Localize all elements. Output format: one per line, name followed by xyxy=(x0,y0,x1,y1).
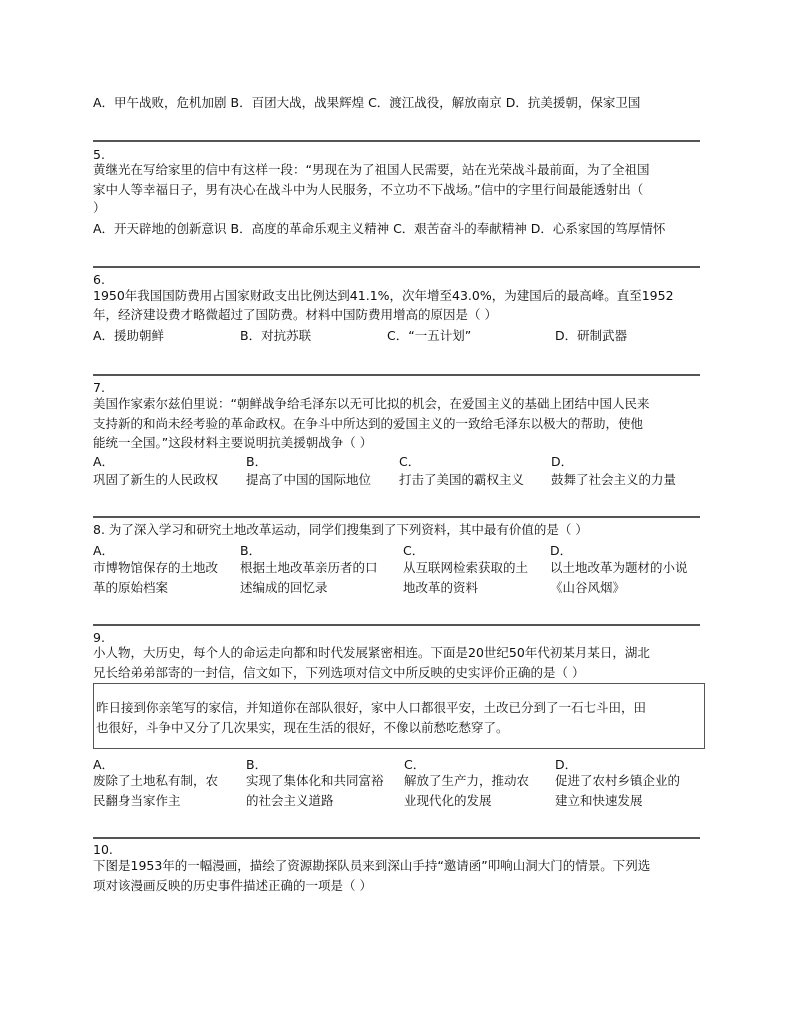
q7-option-b-letter: B． xyxy=(246,454,268,469)
q9-option-d-letter: D． xyxy=(555,757,578,772)
q5-stem-line: 黄继光在写给家里的信中有这样一段：“男现在为了祖国人民需要，站在光荣战斗最前面，为了全祖国 xyxy=(93,162,650,177)
q8-option-b-line: 根据土地改革亲历者的口 xyxy=(240,560,378,575)
divider xyxy=(93,516,700,518)
q9-option-d-line: 建立和快速发展 xyxy=(555,793,643,808)
q9-letter-line: 昨日接到你亲笔写的家信，并知道你在部队很好，家中人口都很平安，土改已分到了一石七斗田，田 xyxy=(96,700,647,715)
q6-option-c: C．“一五计划” xyxy=(387,328,472,343)
q7-option-c-letter: C． xyxy=(399,454,421,469)
q6-number: 6. xyxy=(93,272,105,287)
q7-stem-line: 能统一全国。”这段材料主要说明抗美援朝战争（ ） xyxy=(93,435,373,450)
q8-option-c-line: 从互联网检索获取的土 xyxy=(403,560,529,575)
q7-stem-line: 支持新的和尚未经考验的革命政权。在争斗中所达到的爱国主义的一致给毛泽东以极大的帮助，使他 xyxy=(93,416,644,431)
divider xyxy=(93,140,700,142)
q9-option-b-line: 的社会主义道路 xyxy=(246,793,334,808)
q9-option-a-line: 民翻身当家作主 xyxy=(93,793,181,808)
q7-option-b-text: 提高了中国的国际地位 xyxy=(246,472,372,487)
q6-option-b: B．对抗苏联 xyxy=(240,328,312,343)
q7-option-d-letter: D． xyxy=(551,454,574,469)
q9-option-c-line: 解放了生产力，推动农 xyxy=(404,773,530,788)
q8-option-d-letter: D． xyxy=(550,543,573,558)
q8-option-b-line: 述编成的回忆录 xyxy=(240,580,328,595)
q5-stem-line: 家中人等幸福日子，男有决心在战斗中为人民服务，不立功不下战场。”信中的字里行间最能透射出（ xyxy=(93,182,644,197)
divider xyxy=(93,374,700,376)
q7-stem-line: 美国作家索尔兹伯里说：“朝鲜战争给毛泽东以无可比拟的机会，在爱国主义的基础上团结中国人民来 xyxy=(93,396,650,411)
q8-option-d-line: 《山谷风烟》 xyxy=(550,580,626,595)
q9-option-b-letter: B． xyxy=(246,757,268,772)
q8-option-b-letter: B． xyxy=(240,543,262,558)
q10-stem-line: 下图是1953年的一幅漫画，描绘了资源勘探队员来到深山手持“邀请函”叩响山洞大门的情景。下列选 xyxy=(93,858,651,873)
q7-option-d-text: 鼓舞了社会主义的力量 xyxy=(551,472,677,487)
q9-option-c-line: 业现代化的发展 xyxy=(404,793,492,808)
q9-option-c-letter: C． xyxy=(404,757,426,772)
q10-stem-line: 项对该漫画反映的历史事件描述正确的一项是（ ） xyxy=(93,878,372,893)
divider xyxy=(93,837,700,839)
q9-option-b-line: 实现了集体化和共同富裕 xyxy=(246,773,384,788)
q9-number: 9. xyxy=(93,630,105,645)
q6-stem-line: 年，经济建设费才略微超过了国防费。材料中国防费用增高的原因是（ ） xyxy=(93,307,497,322)
q6-option-d: D．研制武器 xyxy=(555,328,628,343)
q9-letter-line: 也很好，斗争中又分了几次果实，现在生活的很好，不像以前愁吃愁穿了。 xyxy=(96,720,509,735)
q6-stem-line: 1950年我国国防费用占国家财政支出比例达到41.1%，次年增至43.0%，为建国后的最高峰。直至1952 xyxy=(93,288,674,303)
q9-option-d-line: 促进了农村乡镇企业的 xyxy=(555,773,681,788)
q5-options-line: A．开天辟地的创新意识 B．高度的革命乐观主义精神 C．艰苦奋斗的奉献精神 D．心系家国的笃厚情怀 xyxy=(93,221,666,236)
q7-number: 7. xyxy=(93,380,105,395)
q8-stem: 8. 为了深入学习和研究土地改革运动，同学们搜集到了下列资料，其中最有价值的是（ ） xyxy=(93,522,588,537)
divider xyxy=(93,266,700,268)
q7-option-a-text: 巩固了新生的人民政权 xyxy=(93,472,219,487)
divider xyxy=(93,624,700,626)
q4-options-line: A．甲午战败，危机加剧 B．百团大战，战果辉煌 C．渡江战役，解放南京 D．抗美援朝，保家卫国 xyxy=(93,95,641,110)
q9-option-a-letter: A． xyxy=(93,757,115,772)
q8-option-c-line: 地改革的资料 xyxy=(403,580,479,595)
q7-option-a-letter: A． xyxy=(93,454,115,469)
q6-option-a: A．援助朝鲜 xyxy=(93,328,165,343)
q8-option-d-line: 以土地改革为题材的小说 xyxy=(550,560,688,575)
q9-stem-line: 兄长给弟弟部寄的一封信，信文如下，下列选项对信文中所反映的史实评价正确的是（ ） xyxy=(93,665,585,680)
q5-stem-line: ） xyxy=(93,200,106,215)
q8-option-a-letter: A． xyxy=(93,543,115,558)
q7-option-c-text: 打击了美国的霸权主义 xyxy=(399,472,525,487)
q8-option-c-letter: C． xyxy=(403,543,425,558)
q5-number: 5. xyxy=(93,147,105,162)
q9-option-a-line: 废除了土地私有制，农 xyxy=(93,773,219,788)
q9-stem-line: 小人物，大历史，每个人的命运走向都和时代发展紧密相连。下面是20世纪50年代初某月某日，湖北 xyxy=(93,645,650,660)
q8-option-a-line: 市博物馆保存的土地改 xyxy=(93,560,219,575)
q10-number: 10. xyxy=(93,842,113,857)
q8-option-a-line: 革的原始档案 xyxy=(93,580,169,595)
